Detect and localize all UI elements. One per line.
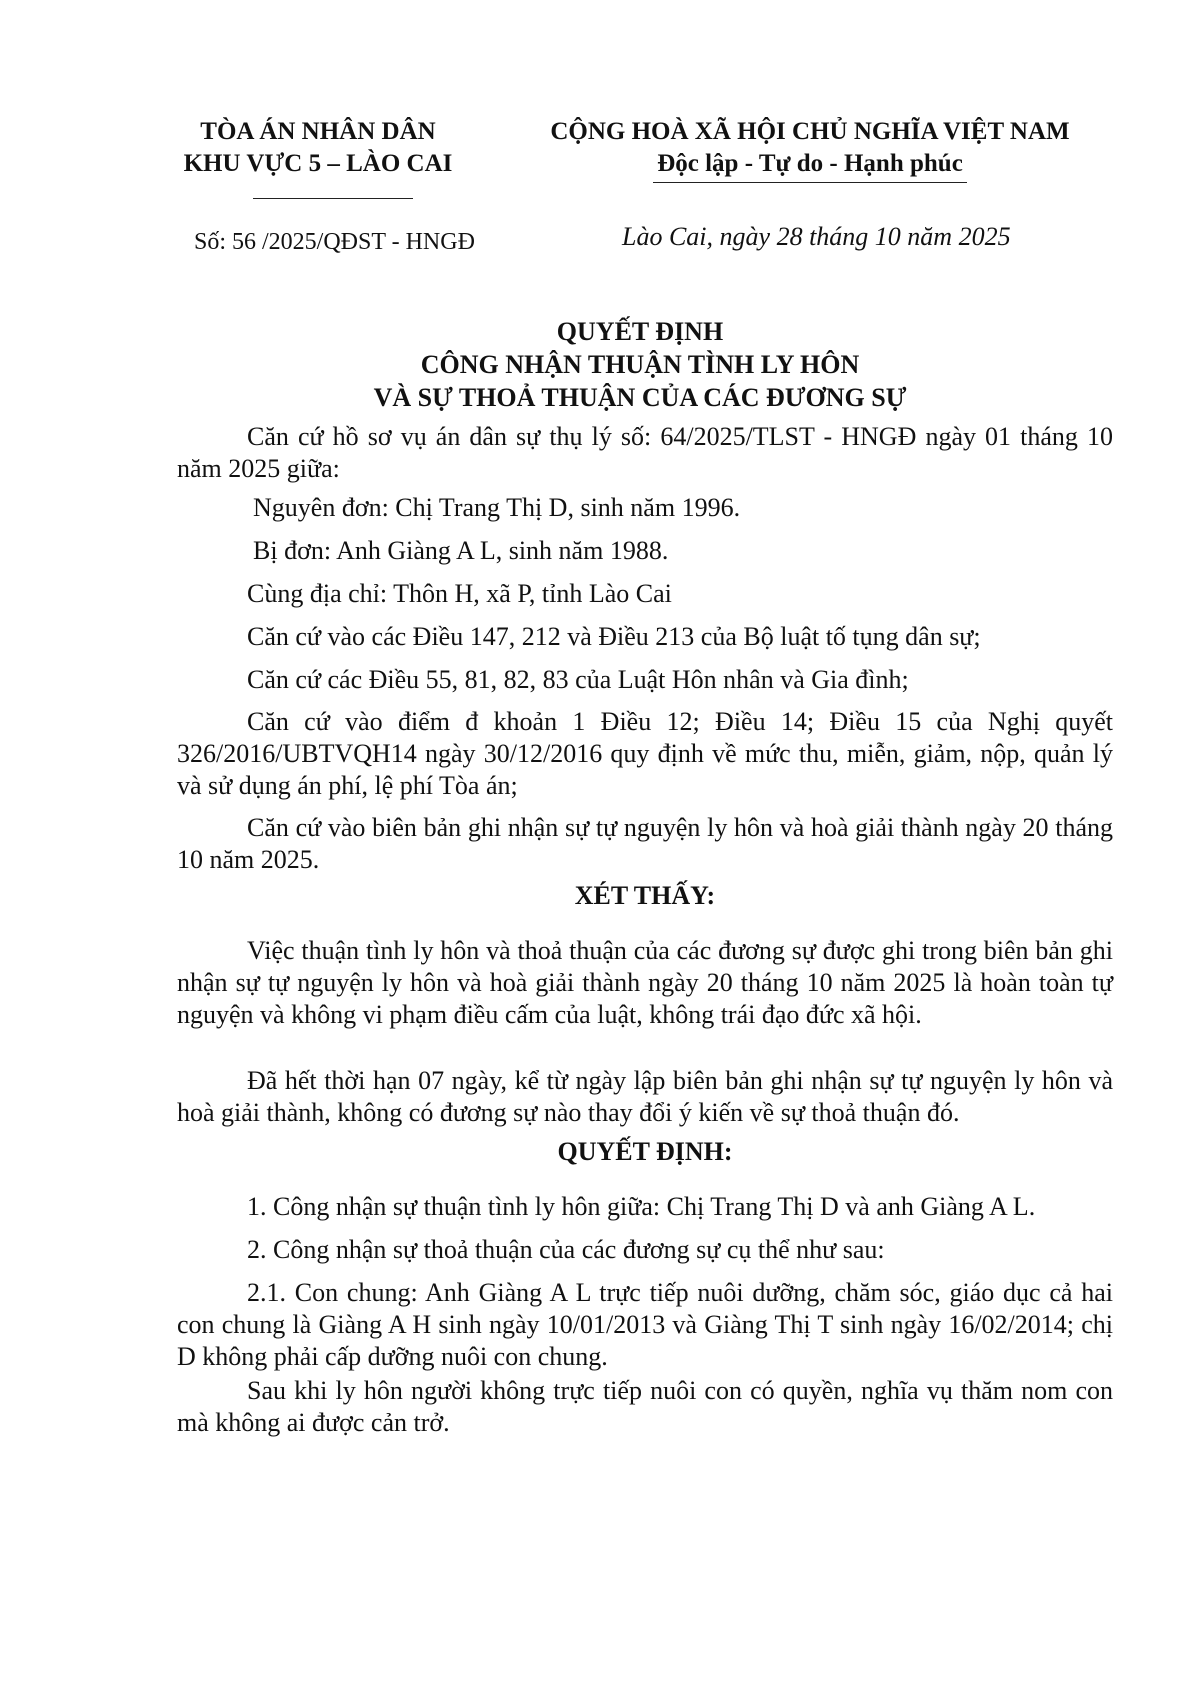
place-and-date: Lào Cai, ngày 28 tháng 10 năm 2025 [622, 222, 1011, 251]
nation-motto: Độc lập - Tự do - Hạnh phúc [653, 148, 967, 183]
document-title [170, 315, 1110, 414]
decision-item-1: 1. Công nhận sự thuận tình ly hôn giữa: Chị Trang Thị D và anh Giàng A L. [247, 1192, 1036, 1221]
basis-minutes: Căn cứ vào biên bản ghi nhận sự tự nguyện ly hôn và hoà giải thành ngày 20 tháng 10 năm 2025. [177, 813, 1113, 874]
nation-name: CỘNG HOÀ XÃ HỘI CHỦ NGHĨA VIỆT NAM [550, 118, 1070, 145]
findings-paragraph-1: Việc thuận tình ly hôn và thoả thuận của các đương sự được ghi trong biên bản ghi nhận sự tự nguyện ly hôn và hoà giải thành ngày 20 tháng 10 năm 2025 là hoàn toàn tự nguyện và không vi phạm điều cấm của luật, không trái đạo đức xã hội. [177, 936, 1113, 1029]
title-line-3: VÀ SỰ THOẢ THUẬN CỦA CÁC ĐƯƠNG SỰ [373, 383, 907, 412]
court-area: KHU VỰC 5 – LÀO CAI [183, 150, 453, 177]
defendant-line: Bị đơn: Anh Giàng A L, sinh năm 1988. [253, 536, 669, 565]
address-line: Cùng địa chỉ: Thôn H, xã P, tỉnh Lào Cai [247, 579, 672, 608]
findings-paragraph-2: Đã hết thời hạn 07 ngày, kể từ ngày lập biên bản ghi nhận sự tự nguyện ly hôn và hoà giải thành, không có đương sự nào thay đổi ý kiến về sự thoả thuận đó. [177, 1066, 1113, 1127]
plaintiff-line: Nguyên đơn: Chị Trang Thị D, sinh năm 1996. [253, 493, 741, 522]
decision-heading: QUYẾT ĐỊNH: [557, 1137, 733, 1166]
basis-case-file: Căn cứ hồ sơ vụ án dân sự thụ lý số: 64/2025/TLST - HNGĐ ngày 01 tháng 10 năm 2025 giữa: [177, 422, 1113, 483]
title-line-1: QUYẾT ĐỊNH [556, 317, 724, 346]
visitation-paragraph: Sau khi ly hôn người không trực tiếp nuôi con có quyền, nghĩa vụ thăm nom con mà không ai được cản trở. [177, 1376, 1113, 1437]
court-name: TÒA ÁN NHÂN DÂN [200, 118, 436, 145]
decision-item-2: 2. Công nhận sự thoả thuận của các đương sự cụ thể như sau: [247, 1235, 885, 1264]
court-divider [253, 198, 413, 199]
nation-header [520, 116, 1100, 183]
document-number: Số: 56 /2025/QĐST - HNGĐ [194, 229, 475, 255]
basis-civil-procedure: Căn cứ vào các Điều 147, 212 và Điều 213 của Bộ luật tố tụng dân sự; [247, 622, 981, 651]
decision-item-2-1: 2.1. Con chung: Anh Giàng A L trực tiếp nuôi dưỡng, chăm sóc, giáo dục cả hai con chung là Giàng A H sinh ngày 10/01/2013 và Giàng Thị T sinh ngày 16/02/2014; chị D không phải cấp dưỡng nuôi con chung. [177, 1278, 1113, 1371]
findings-heading: XÉT THẤY: [574, 881, 716, 910]
title-line-2: CÔNG NHẬN THUẬN TÌNH LY HÔN [420, 350, 860, 379]
basis-resolution: Căn cứ vào điểm đ khoản 1 Điều 12; Điều 14; Điều 15 của Nghị quyết 326/2016/UBTVQH14 ngày 30/12/2016 quy định về mức thu, miễn, giảm, nộp, quản lý và sử dụng án phí, lệ phí Tòa án; [177, 707, 1113, 800]
basis-marriage-law: Căn cứ các Điều 55, 81, 82, 83 của Luật Hôn nhân và Gia đình; [247, 665, 909, 694]
court-header [168, 116, 468, 180]
